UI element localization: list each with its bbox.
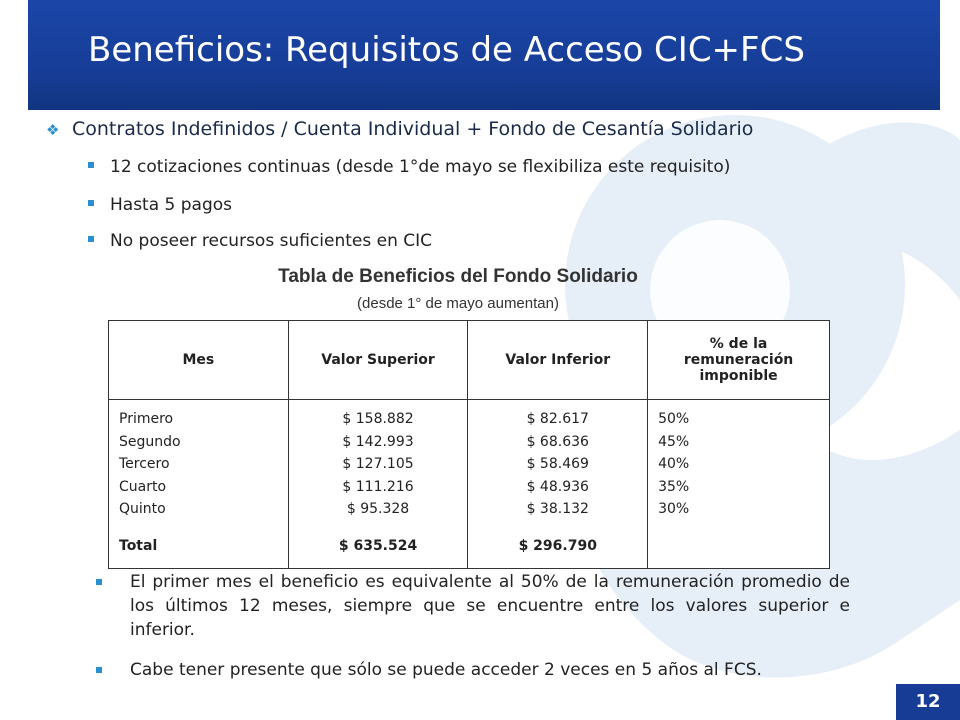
percent-1: 50% xyxy=(658,411,690,427)
percent-3: 40% xyxy=(658,456,690,472)
header-percent: % de la remuneración imponible xyxy=(648,321,830,400)
page-number: 12 xyxy=(896,684,960,720)
month-4: Cuarto xyxy=(119,478,167,495)
total-label: Total xyxy=(119,537,158,554)
square-bullet-icon xyxy=(88,236,94,242)
inferior-cell xyxy=(468,400,648,569)
superior-4: $ 111.216 xyxy=(342,478,414,495)
sub-bullet-1 xyxy=(88,157,730,177)
percent-4: 35% xyxy=(658,478,690,495)
inferior-1: $ 82.617 xyxy=(526,411,589,427)
main-bullet xyxy=(46,118,753,140)
table-header-row xyxy=(109,321,830,400)
percent-cell xyxy=(648,400,830,569)
square-bullet-icon xyxy=(96,579,102,585)
superior-2: $ 142.993 xyxy=(342,433,414,450)
sub-bullet-text: 12 cotizaciones continuas (desde 1°de mayo se flexibiliza este requisito) xyxy=(110,157,731,177)
inferior-3: $ 58.469 xyxy=(526,456,589,472)
main-bullet-text: Contratos Indefinidos / Cuenta Individual + Fondo de Cesantía Solidario xyxy=(72,118,754,140)
sub-bullet-text: No poseer recursos suficientes en CIC xyxy=(110,231,433,251)
superior-cell xyxy=(288,400,468,569)
note-text: El primer mes el beneficio es equivalente al 50% de la remuneración promedio de los últimos 12 meses, siempre que se encuentre entre los valores superior e inferior. xyxy=(130,572,850,640)
inferior-4: $ 48.936 xyxy=(526,478,589,495)
table-title: Tabla de Beneficios del Fondo Solidario xyxy=(278,266,638,287)
month-5: Quinto xyxy=(119,501,166,517)
table-subtitle: (desde 1° de mayo aumentan) xyxy=(357,295,559,312)
month-2: Segundo xyxy=(119,433,181,450)
percent-5: 30% xyxy=(658,501,690,517)
sub-bullet-3 xyxy=(88,231,432,251)
month-1: Primero xyxy=(119,411,174,427)
note-text: Cabe tener presente que sólo se puede acceder 2 veces en 5 años al FCS. xyxy=(130,660,762,680)
month-3: Tercero xyxy=(119,456,170,472)
header-valor-inferior: Valor Inferior xyxy=(468,321,648,400)
square-bullet-icon xyxy=(88,200,94,206)
sub-bullet-text: Hasta 5 pagos xyxy=(110,195,233,215)
months-cell xyxy=(109,400,289,569)
header-mes: Mes xyxy=(109,321,289,400)
diamond-bullet-icon: ❖ xyxy=(46,121,60,139)
table-row xyxy=(109,400,830,569)
square-bullet-icon xyxy=(88,162,94,168)
inferior-2: $ 68.636 xyxy=(526,433,589,450)
header-valor-superior: Valor Superior xyxy=(288,321,468,400)
superior-3: $ 127.105 xyxy=(342,456,414,472)
percent-2: 45% xyxy=(658,433,690,450)
superior-5: $ 95.328 xyxy=(346,501,410,517)
sub-bullet-2 xyxy=(88,195,232,215)
slide-title: Beneficios: Requisitos de Acceso CIC+FCS xyxy=(88,30,805,70)
total-inferior: $ 296.790 xyxy=(518,537,597,554)
total-superior: $ 635.524 xyxy=(338,537,418,554)
superior-1: $ 158.882 xyxy=(342,411,414,427)
square-bullet-icon xyxy=(96,667,102,673)
inferior-5: $ 38.132 xyxy=(526,501,589,517)
benefits-table xyxy=(108,320,830,569)
